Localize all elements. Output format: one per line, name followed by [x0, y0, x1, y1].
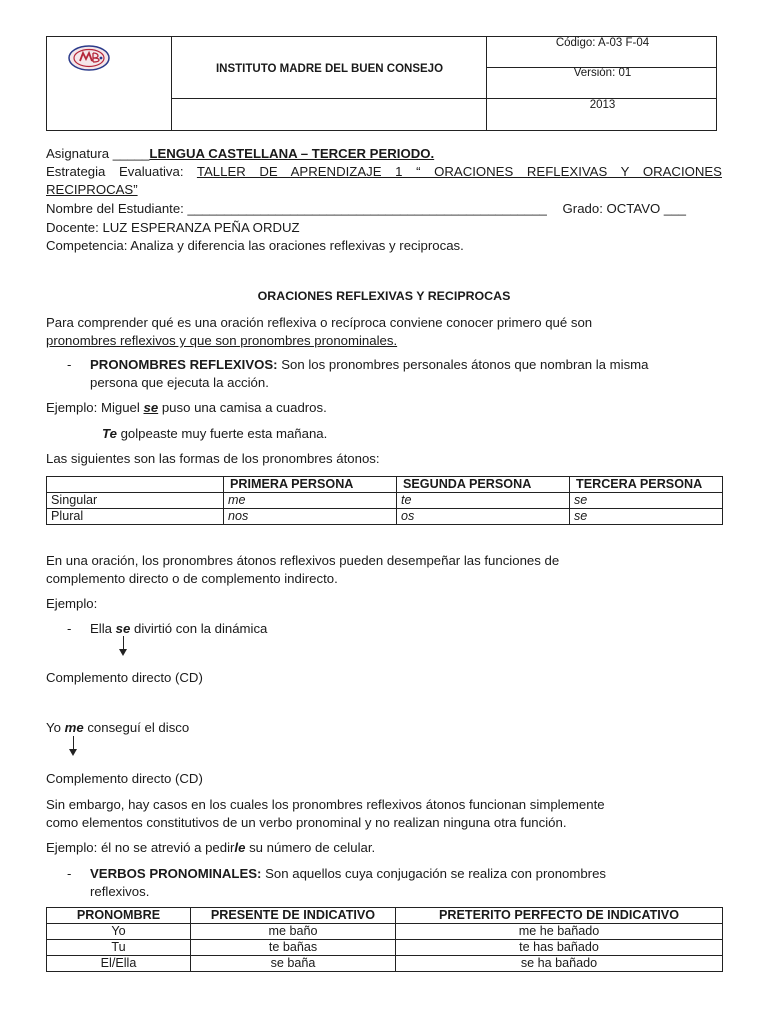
- forms-intro: Las siguientes son las formas de los pronombres átonos:: [46, 451, 380, 466]
- pronoun-forms-table: [46, 476, 723, 525]
- example-line-1: [46, 399, 327, 417]
- example-pronoun: se: [143, 400, 159, 415]
- table-cell: nos: [224, 509, 397, 525]
- example-pronoun: me: [64, 720, 84, 735]
- table-cell: te bañas: [191, 940, 396, 956]
- intro-line-2: pronombres reflexivos y que son pronombres pronominales.: [46, 333, 398, 348]
- strategy-label: Estrategia Evaluativa:: [46, 164, 184, 179]
- paragraph-3-line-2: como elementos constitutivos de un verbo pronominal y no realizan ninguna otra función.: [46, 815, 567, 830]
- bullet-dash: -: [67, 357, 72, 372]
- example-text: golpeaste muy fuerte esta mañana.: [116, 426, 328, 441]
- cd-label-2: Complemento directo (CD): [46, 771, 203, 786]
- table-cell: El/Ella: [47, 956, 191, 972]
- divider: [172, 98, 487, 99]
- table-cell: Plural: [47, 509, 224, 525]
- table-row: [47, 509, 723, 525]
- teacher-line: Docente: LUZ ESPERANZA PEÑA ORDUZ: [46, 220, 300, 235]
- table-cell: me he bañado: [396, 924, 723, 940]
- subject-blank: _____: [112, 146, 150, 161]
- cd-label-1: Complemento directo (CD): [46, 670, 203, 685]
- bullet-dash: -: [67, 866, 72, 881]
- table-cell: Yo: [47, 924, 191, 940]
- student-line: [46, 200, 686, 218]
- example-text: Ejemplo: él no se atrevió a pedir: [46, 840, 235, 855]
- reflexive-pronouns-definition-2: persona que ejecuta la acción.: [90, 375, 269, 390]
- example-line-5: [46, 839, 375, 857]
- table-row: [47, 956, 723, 972]
- table-cell: me baño: [191, 924, 396, 940]
- divider: [171, 37, 172, 130]
- table-header: SEGUNDA PERSONA: [397, 477, 570, 493]
- table-row: [47, 924, 723, 940]
- table-cell: os: [397, 509, 570, 525]
- table-cell: me: [224, 493, 397, 509]
- table-header: [47, 477, 224, 493]
- subject-value: LENGUA CASTELLANA – TERCER PERIODO.: [149, 146, 435, 161]
- competence-line: Competencia: Analiza y diferencia las oraciones reflexivas y reciprocas.: [46, 238, 464, 253]
- table-row: [47, 940, 723, 956]
- example-text: Yo: [46, 720, 65, 735]
- example-line-2: [102, 425, 327, 443]
- example-text: puso una camisa a cuadros.: [158, 400, 327, 415]
- student-name-blank[interactable]: _________________________________________________: [187, 201, 547, 216]
- divider: [486, 37, 487, 130]
- bullet-text: Son los pronombres personales átonos que nombran la misma: [277, 357, 649, 372]
- example-line-4: [46, 719, 189, 737]
- bullet-text: Son aquellos cuya conjugación se realiza con pronombres: [261, 866, 607, 881]
- table-cell: Singular: [47, 493, 224, 509]
- school-logo-icon: [67, 43, 111, 73]
- paragraph-2-line-1: En una oración, los pronombres átonos reflexivos pueden desempeñar las funciones de: [46, 553, 560, 568]
- arrow-head-icon: [69, 749, 77, 756]
- document-year: 2013: [589, 99, 616, 111]
- example-pronoun: le: [234, 840, 246, 855]
- strategy-value: TALLER DE APRENDIZAJE 1 “ ORACIONES REFLEXIVAS Y ORACIONES: [196, 164, 722, 179]
- table-cell: te has bañado: [396, 940, 723, 956]
- header-table: [46, 36, 717, 131]
- table-cell: se: [570, 493, 723, 509]
- example-label: Ejemplo:: [46, 596, 98, 611]
- pronominal-verbs-definition-2: reflexivos.: [90, 884, 150, 899]
- table-cell: te: [397, 493, 570, 509]
- paragraph-3-line-1: Sin embargo, hay casos en los cuales los pronombres reflexivos átonos funcionan simplemente: [46, 797, 605, 812]
- table-header-row: [47, 908, 723, 924]
- table-header: TERCERA PERSONA: [570, 477, 723, 493]
- section-title: ORACIONES REFLEXIVAS Y RECIPROCAS: [257, 289, 511, 303]
- subject-line: [46, 145, 434, 163]
- subject-label: Asignatura: [46, 146, 110, 161]
- arrow-icon: [73, 736, 74, 750]
- example-text: Ejemplo: Miguel: [46, 400, 144, 415]
- table-cell: se: [570, 509, 723, 525]
- table-header-row: [47, 477, 723, 493]
- pronominal-verbs-definition: [90, 865, 606, 883]
- institution-name: INSTITUTO MADRE DEL BUEN CONSEJO: [215, 63, 444, 75]
- strategy-value-2: RECIPROCAS”: [46, 182, 138, 197]
- table-row: [47, 493, 723, 509]
- bullet-dash: -: [67, 621, 72, 636]
- example-text: su número de celular.: [245, 840, 376, 855]
- paragraph-2-line-2: complemento directo o de complemento indirecto.: [46, 571, 338, 586]
- table-header: PRESENTE DE INDICATIVO: [191, 908, 396, 924]
- table-header: PRETERITO PERFECTO DE INDICATIVO: [396, 908, 723, 924]
- grade-label: Grado: OCTAVO ___: [562, 201, 686, 216]
- arrow-head-icon: [119, 649, 127, 656]
- table-header: PRIMERA PERSONA: [224, 477, 397, 493]
- example-line-3: [90, 620, 267, 638]
- example-pronoun: Te: [102, 426, 117, 441]
- strategy-line-2: [46, 181, 138, 199]
- reflexive-pronouns-definition: [90, 356, 649, 374]
- conjugation-table: [46, 907, 723, 972]
- table-cell: se ha bañado: [396, 956, 723, 972]
- document-version: Versión: 01: [573, 67, 632, 79]
- example-text: conseguí el disco: [83, 720, 190, 735]
- bullet-title: VERBOS PRONOMINALES:: [90, 866, 262, 881]
- example-text: divirtió con la dinámica: [130, 621, 268, 636]
- example-pronoun: se: [115, 621, 131, 636]
- bullet-title: PRONOMBRES REFLEXIVOS:: [90, 357, 278, 372]
- arrow-icon: [123, 636, 124, 650]
- table-cell: Tu: [47, 940, 191, 956]
- table-cell: se baña: [191, 956, 396, 972]
- student-label: Nombre del Estudiante:: [46, 201, 184, 216]
- document-code: Código: A-03 F-04: [555, 37, 650, 49]
- intro-line-1: Para comprender qué es una oración reflexiva o recíproca conviene conocer primero qué son: [46, 315, 593, 330]
- table-header: PRONOMBRE: [47, 908, 191, 924]
- example-text: Ella: [90, 621, 116, 636]
- strategy-line: [46, 163, 722, 181]
